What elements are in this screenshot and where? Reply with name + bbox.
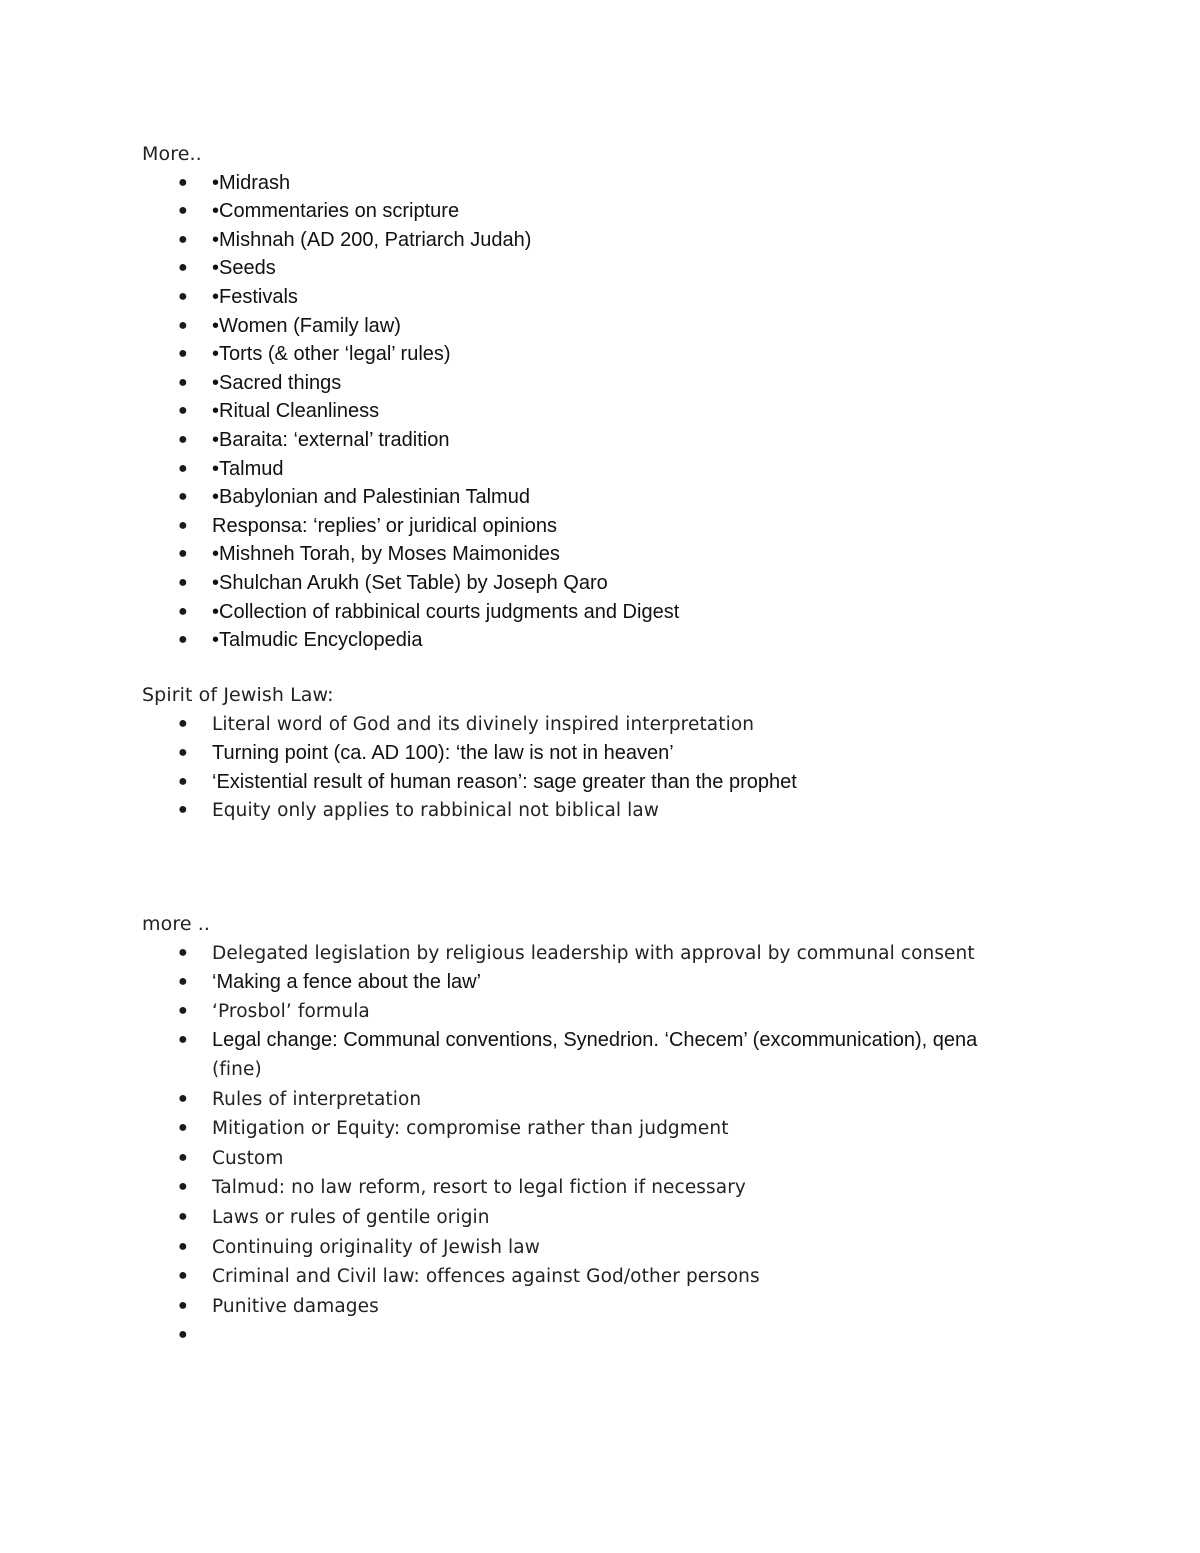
- list-item-text: Rules of interpretation: [212, 1088, 422, 1110]
- list-item-text: •Ritual Cleanliness: [212, 400, 380, 423]
- list-item: [142, 1233, 1062, 1263]
- bullet-icon: ●: [178, 772, 188, 790]
- list-item: [142, 1292, 1062, 1322]
- list-item-text: Delegated legislation by religious leadership with approval by communal consent: [212, 942, 975, 964]
- list-item: [142, 939, 1062, 969]
- bullet-icon: ●: [178, 744, 188, 762]
- list-item: [142, 540, 1062, 569]
- bullet-icon: ●: [178, 1326, 188, 1344]
- list-item-text: ‘Making a fence about the law’: [212, 971, 482, 994]
- list-item: [142, 483, 1062, 512]
- list-item: [142, 1026, 1062, 1055]
- bullet-icon: ●: [178, 230, 188, 248]
- bullet-icon: ●: [178, 1148, 188, 1166]
- section-more: [142, 140, 1062, 655]
- list-item-text: ‘Existential result of human reason’: sage greater than the prophet: [212, 770, 797, 793]
- list-item-text: •Commentaries on scripture: [212, 200, 460, 223]
- bullet-icon: ●: [178, 516, 188, 534]
- list-item-text: Legal change: Communal conventions, Synedrion. ‘Checem’ (excommunication), qena: [212, 1029, 978, 1052]
- list-item: [142, 598, 1062, 627]
- list-item-text: •Midrash: [212, 171, 291, 194]
- bullet-icon: ●: [178, 1237, 188, 1255]
- bullet-icon: ●: [178, 459, 188, 477]
- list-item-text: Talmud: no law reform, resort to legal fiction if necessary: [212, 1177, 746, 1199]
- bullet-icon: ●: [178, 173, 188, 191]
- list-item: [142, 512, 1062, 541]
- list-item-text: Custom: [212, 1147, 284, 1169]
- list-item-continuation: [142, 1055, 1062, 1085]
- list-item-text: •Collection of rabbinical courts judgments and Digest: [212, 600, 680, 623]
- section-spirit-of-jewish-law: [142, 681, 1062, 826]
- list-item: [142, 1203, 1062, 1233]
- bullet-icon: ●: [178, 1178, 188, 1196]
- list-item-text: Literal word of God and its divinely inspired interpretation: [212, 713, 755, 735]
- bullet-icon: ●: [178, 1296, 188, 1314]
- bullet-icon: ●: [178, 488, 188, 506]
- list-item: [142, 569, 1062, 598]
- list-item: [142, 739, 1062, 768]
- list-item: [142, 254, 1062, 283]
- bullet-icon: ●: [178, 545, 188, 563]
- list-item-text: Criminal and Civil law: offences against God/other persons: [212, 1266, 760, 1288]
- list-item: [142, 626, 1062, 655]
- list-item: [142, 340, 1062, 369]
- list-item-text: •Festivals: [212, 285, 298, 308]
- list-item-text: Continuing originality of Jewish law: [212, 1236, 540, 1258]
- list-item: [142, 169, 1062, 198]
- bullet-icon: ●: [178, 801, 188, 819]
- list-item: [142, 796, 1062, 826]
- list-item-text: Responsa: ‘replies’ or juridical opinions: [212, 514, 557, 537]
- bullet-icon: ●: [178, 943, 188, 961]
- bullet-icon: ●: [178, 602, 188, 620]
- list-item: [142, 369, 1062, 398]
- bullet-icon: ●: [178, 402, 188, 420]
- list-item-text: Equity only applies to rabbinical not biblical law: [212, 800, 660, 822]
- list-item: [142, 426, 1062, 455]
- list-item-text: Turning point (ca. AD 100): ‘the law is not in heaven’: [212, 742, 674, 765]
- bullet-icon: ●: [178, 259, 188, 277]
- list-item: [142, 283, 1062, 312]
- list-item-text: •Babylonian and Palestinian Talmud: [212, 486, 530, 509]
- bullet-icon: ●: [178, 1119, 188, 1137]
- list-item-text: •Mishnah (AD 200, Patriarch Judah): [212, 228, 532, 251]
- list-item: [142, 397, 1062, 426]
- bullet-icon: ●: [178, 714, 188, 732]
- list-item-text: Mitigation or Equity: compromise rather than judgment: [212, 1118, 729, 1140]
- bullet-icon: ●: [178, 316, 188, 334]
- list-item: [142, 197, 1062, 226]
- bullet-icon: ●: [178, 1001, 188, 1019]
- list-item-text: •Shulchan Arukh (Set Table) by Joseph Qaro: [212, 571, 608, 594]
- bullet-icon: ●: [178, 631, 188, 649]
- list-item-text: •Women (Family law): [212, 314, 401, 337]
- list-item: [142, 997, 1062, 1027]
- bullet-list: [142, 939, 1062, 1344]
- list-item-text: (fine): [212, 1058, 262, 1080]
- list-item-text: Laws or rules of gentile origin: [212, 1206, 490, 1228]
- list-item-text: •Baraita: ‘external’ tradition: [212, 428, 450, 451]
- list-item-text: •Mishneh Torah, by Moses Maimonides: [212, 543, 560, 566]
- bullet-icon: ●: [178, 973, 188, 991]
- bullet-icon: ●: [178, 202, 188, 220]
- bullet-icon: ●: [178, 1207, 188, 1225]
- list-item: [142, 1085, 1062, 1115]
- list-item: [142, 226, 1062, 255]
- section-heading: Spirit of Jewish Law:: [142, 684, 334, 706]
- list-item-text: •Seeds: [212, 257, 276, 280]
- bullet-list: [142, 710, 1062, 826]
- bullet-icon: ●: [178, 1267, 188, 1285]
- section-heading: more ..: [142, 913, 211, 935]
- bullet-list: [142, 169, 1062, 655]
- list-item: [142, 968, 1062, 997]
- bullet-icon: ●: [178, 430, 188, 448]
- bullet-icon: ●: [178, 373, 188, 391]
- section-heading: More..: [142, 143, 202, 165]
- list-item: [142, 455, 1062, 484]
- bullet-icon: ●: [178, 1031, 188, 1049]
- bullet-icon: ●: [178, 345, 188, 363]
- list-item: [142, 1144, 1062, 1174]
- list-item-text: ‘Prosbol’ formula: [212, 1000, 370, 1022]
- list-item-text: •Sacred things: [212, 371, 342, 394]
- list-item-text: •Talmud: [212, 457, 284, 480]
- bullet-icon: ●: [178, 573, 188, 591]
- list-item: [142, 312, 1062, 341]
- list-item-text: •Talmudic Encyclopedia: [212, 629, 423, 652]
- bullet-icon: ●: [178, 287, 188, 305]
- list-item: [142, 1262, 1062, 1292]
- bullet-icon: ●: [178, 1089, 188, 1107]
- list-item: [142, 710, 1062, 740]
- list-item-text: •Torts (& other ‘legal’ rules): [212, 343, 451, 366]
- section-more-2: [142, 910, 1062, 1344]
- list-item-text: Punitive damages: [212, 1295, 379, 1317]
- list-item: [142, 1114, 1062, 1144]
- list-item: [142, 1173, 1062, 1203]
- list-item: [142, 768, 1062, 797]
